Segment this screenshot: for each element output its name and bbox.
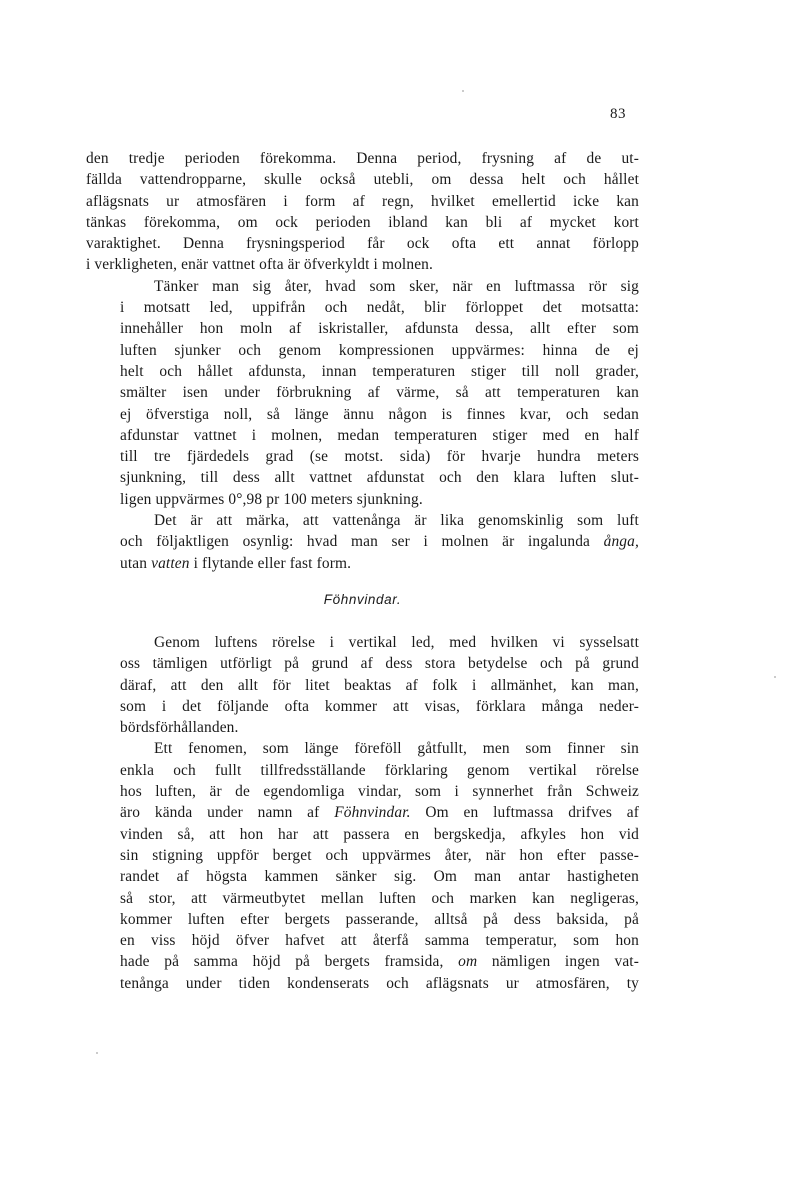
paragraph-descending-air <box>86 276 639 510</box>
text-line: Genom luftens rörelse i vertikal led, med hvilken vi sysselsatt <box>154 634 639 651</box>
page-number: 83 <box>610 106 626 122</box>
text-line: en viss höjd öfver hafvet att återfå samma temperatur, som hon <box>120 932 639 950</box>
text-line: tänkas förekomma, om ock perioden ibland kan bli af mycket kort <box>86 213 639 231</box>
italic-term: Föhnvindar. <box>334 804 411 822</box>
italic-term: vatten <box>151 554 190 572</box>
text-block-upper <box>86 148 639 574</box>
text-line: varaktighet. Denna frysningsperiod får ock ofta ett annat förlopp <box>86 235 639 253</box>
text-line: den tredje perioden förekomma. Denna period, frysning af de ut- <box>86 150 639 167</box>
text-line: ej öfverstiga noll, så länge ännu någon is finnes kvar, och sedan <box>120 405 639 423</box>
scan-speck <box>462 90 464 92</box>
text-run: utan <box>120 554 148 572</box>
scan-speck <box>96 1052 98 1054</box>
text-line: Ett fenomen, som länge föreföll gåtfullt, men som finner sin <box>154 740 639 758</box>
text-line: vinden så, att hon har att passera en bergskedja, afkyles hon vid <box>120 825 639 843</box>
text-line: randet af högsta kammen sänker sig. Om man antar hastigheten <box>120 868 639 886</box>
text-line: enkla och fullt tillfredsställande förklaring genom vertikal rörelse <box>120 761 639 779</box>
text-line: till tre fjärdedels grad (se motst. sida) för hvarje hundra meters <box>120 448 639 466</box>
text-line: som i det följande ofta kommer att visas, förklara många neder- <box>120 697 639 715</box>
text-run: nämligen ingen vat- <box>491 953 640 971</box>
italic-term: ånga, <box>603 533 639 551</box>
text-run: Om en luftmassa drifves af <box>425 804 639 822</box>
text-line: Tänker man sig åter, hvad som sker, när en luftmassa rör sig <box>154 277 639 295</box>
paragraph-vertical-motion <box>86 632 639 738</box>
text-line: hos luften, är de egendomliga vindar, som i synnerhet från Schweiz <box>120 783 639 801</box>
paragraph-water-vapour <box>86 510 639 574</box>
text-line: innehåller hon moln af iskristaller, afdunsta dessa, allt efter som <box>120 320 639 338</box>
text-line: tenånga under tiden kondenserats och aflägsnats ur atmosfären, ty <box>120 974 639 992</box>
scan-speck <box>774 676 776 678</box>
text-line: sjunkning, till dess allt vattnet afdunstat och den klara luften slut- <box>120 469 639 487</box>
text-line: i motsatt led, uppifrån och nedåt, blir förloppet det motsatta: <box>120 299 639 317</box>
text-run: och följaktligen osynlig: hvad man ser i molnen är ingalunda <box>120 533 591 551</box>
text-line: Det är att märka, att vattenånga är lika genomskinlig som luft <box>154 512 639 530</box>
text-line <box>86 531 639 552</box>
text-line: afdunstar vattnet i molnen, medan temperaturen stiger med en half <box>120 426 639 444</box>
text-line <box>86 951 639 972</box>
text-line: luften sjunker och genom kompressionen uppvärmes: hinna de ej <box>120 341 639 359</box>
text-line: helt och hållet afdunsta, innan temperaturen stiger till noll grader, <box>120 362 639 380</box>
text-line: så stor, att värmeutbytet mellan luften och marken kan negligeras, <box>120 889 639 907</box>
text-line: fällda vattendropparne, skulle också utebli, om dessa helt och hållet <box>86 171 639 189</box>
text-run: i flytande eller fast form. <box>193 554 352 572</box>
text-line: däraf, att den allt för litet beaktas af folk i allmänhet, kan man, <box>120 676 639 694</box>
italic-term: om <box>458 953 478 971</box>
paragraph-fohn-winds <box>86 738 639 994</box>
paragraph-freezing-period <box>86 148 639 276</box>
section-heading: Föhnvindar. <box>323 592 402 607</box>
text-line: oss tämligen utförligt på grund af dess stora betydelse och på grund <box>120 655 639 673</box>
text-line: smälter isen under förbrukning af värme, så att temperaturen kan <box>120 384 639 402</box>
text-line: bördsförhållanden. <box>120 719 239 737</box>
text-block-lower <box>86 632 639 994</box>
text-line: i verkligheten, enär vattnet ofta är öfverkyldt i molnen. <box>86 256 434 274</box>
text-run: hade på samma höjd på bergets framsida, <box>120 953 444 971</box>
text-run: äro kända under namn af <box>120 804 320 822</box>
text-line: aflägsnats ur atmosfären i form af regn, hvilket emellertid icke kan <box>86 192 639 210</box>
text-line: kommer luften efter bergets passerande, alltså på dess baksida, på <box>120 910 639 928</box>
text-line: ligen uppvärmes 0°,98 pr 100 meters sjunkning. <box>120 490 423 508</box>
text-line: sin stigning uppför berget och uppvärmes åter, när hon efter passe- <box>120 846 639 864</box>
text-line <box>86 802 639 823</box>
text-line <box>86 553 639 574</box>
